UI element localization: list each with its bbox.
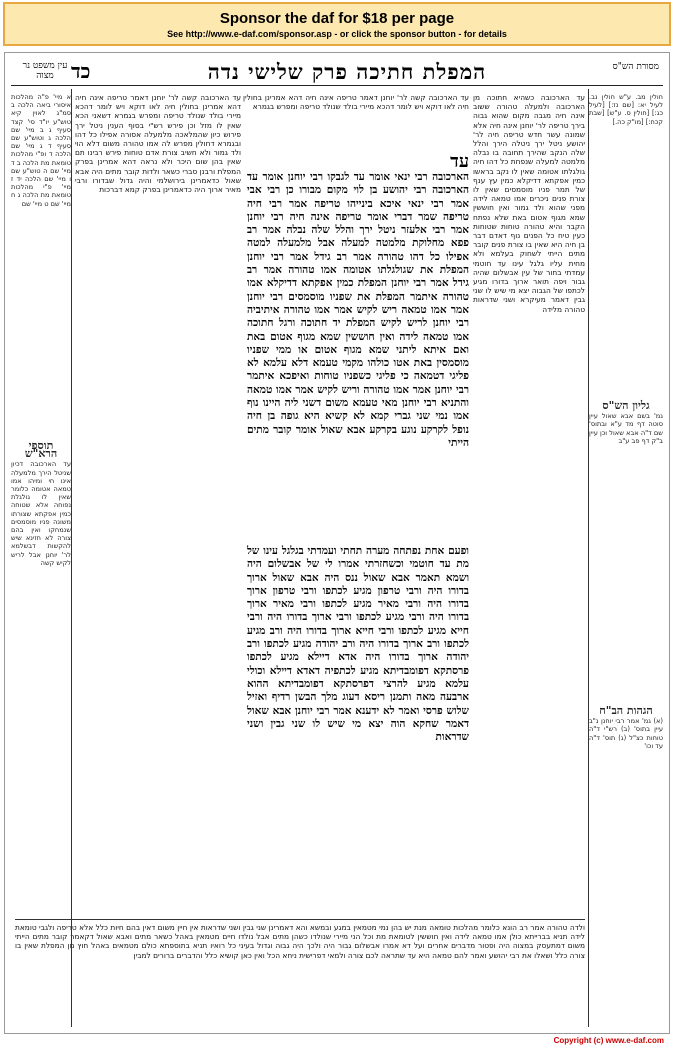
text-line: ארוך בדורו היה ורבי מגיע לכתפו ורבי — [247, 598, 469, 624]
text-line: שנמחקו — [40, 526, 71, 535]
gilyon-title: גליון הש"ס — [602, 399, 650, 412]
text-line: מפרש לה — [158, 139, 193, 149]
text-line: לקיש קשה — [40, 558, 71, 567]
text-line: והא דאמרינן שני גבין ושני שדראות אין חיין משום דאין בהם חיות כלל אלא טריפה — [54, 923, 308, 932]
text-line: טיח כל הפנים — [520, 231, 570, 241]
gemara-text — [247, 153, 469, 543]
text-line: יצא מי שיש לו — [482, 286, 530, 296]
text-line: שניטל הירך מלמעלה — [11, 468, 71, 477]
text-line: (ב) רש"י — [599, 725, 630, 734]
text-line: רבינו תם — [75, 148, 103, 158]
text-line: [חולין ס. — [621, 109, 650, 118]
text-line: ולא חשיב — [177, 148, 211, 158]
gemara-text-continued — [247, 545, 469, 915]
text-line: ויש לומר דהכא — [374, 102, 424, 112]
text-line: שצורתו משונה — [11, 509, 71, 526]
text-line: ח מיי' שם — [11, 191, 71, 208]
margin-divider-left — [71, 89, 72, 1027]
copyright-notice: Copyright (c) www.e-daf.com — [553, 1036, 664, 1045]
text-line: מחלוקת מלמטה למעלה אבל מלמעלה — [270, 237, 445, 250]
text-line: מד ע"א — [606, 420, 634, 429]
text-line: מלמטה למעלה שנפחת — [508, 157, 585, 167]
text-line: תחובה בו נבלה — [473, 148, 524, 158]
text-line: עד הארכובה דכיון — [11, 460, 71, 469]
text-line: הוי ולד גמור — [75, 139, 241, 158]
text-line: דברכות — [99, 185, 123, 195]
text-line: חולין נב. לעיל — [589, 93, 663, 110]
text-line: שמא מגוף אטום — [526, 212, 585, 222]
text-line: לכתפו פרסתקא דפומבדיתא מגיע לכתפיה — [247, 651, 469, 677]
text-line: (ג) תוס' — [599, 733, 627, 742]
text-line: דהא אמרינן — [93, 157, 137, 167]
text-line: ולמאי דפרישית ניחא הכל ואין כאן קושיא כלל והדברים ברורים למבין — [133, 950, 346, 960]
text-line: אבא שאול — [597, 412, 634, 421]
text-line: אפקתא דדיקלא — [513, 175, 569, 185]
text-line: יא: — [633, 101, 646, 110]
text-line: ולא מחית עליו — [473, 249, 585, 268]
text-line: ג מיי' שם הלכה — [11, 142, 71, 159]
gemara-lead-word: עד — [450, 153, 469, 172]
text-line: ז מיי' פ"י — [11, 175, 71, 192]
text-line: גמור ואין חוששין — [473, 203, 529, 213]
text-line: מיירי בולד — [205, 111, 241, 121]
text-line: תניא בתוספתא כולם מטמאים באהל חוץ מן המפלת שאין בו צורה כלל — [15, 941, 585, 960]
tosafot-commentary — [75, 93, 241, 913]
gilyon-hashas-box — [589, 398, 663, 698]
text-line: עד הארכובה קשה לר' יוחנן — [377, 93, 469, 102]
bottom-divider — [15, 919, 585, 920]
text-line: עיין — [589, 412, 598, 421]
text-line: שאול ננס היה אבא שאול ארוך בדורו היה — [247, 571, 469, 597]
gilyon-lines — [589, 412, 663, 445]
text-line: אבשלום שהיה — [473, 267, 519, 277]
text-line: דשאני הכא — [75, 111, 111, 121]
text-line: שאין בהן — [207, 157, 241, 167]
text-line: ויש לומר דהכא — [75, 102, 125, 112]
text-line: ובתוס' — [589, 420, 607, 429]
rosh-title: תוספי הרא"ש — [24, 439, 58, 461]
text-line: שאין לו גולגלת — [11, 493, 71, 502]
text-line: יצא מי שיש לו שני גבין ושני שדראות — [247, 717, 469, 744]
text-line: ע"ש] — [604, 109, 622, 118]
daf-number: כד — [71, 59, 91, 83]
text-line: בדורו היה ורבי מאיר מגיע לכתפו ורבי מאיר — [266, 598, 469, 611]
text-line: חוטמי עמדתי בחור — [473, 258, 585, 277]
ein-mishpat-heading: עין משפט נר מצוה — [22, 61, 68, 81]
text-line: ומפרש בגמרא — [252, 102, 298, 112]
sponsor-title[interactable]: Sponsor the daf for $18 per page — [219, 10, 455, 27]
talmud-page — [4, 52, 670, 1034]
text-line: מוסמסין באת אטו כולהו מקמי טעמא דלא — [286, 357, 469, 370]
text-line: טומאת מת הלכה ב — [14, 158, 71, 167]
text-line: הקבר והיא טהורה — [519, 221, 585, 231]
rosh-column — [11, 438, 71, 958]
text-line: פניו מוסמסים — [11, 517, 50, 526]
text-line: סוטה דף — [633, 420, 663, 429]
text-line: של עין — [518, 267, 543, 277]
text-line: וכן פירש רש"י — [143, 120, 196, 130]
text-line: צורת אדם — [142, 148, 178, 158]
text-line: מלמעלה אסורה — [117, 129, 172, 139]
text-line: כל דהו חיה — [473, 157, 509, 167]
text-line: כיון שהמלאכה — [171, 129, 221, 139]
text-line: אלא שמונה עשר חדש — [473, 120, 585, 139]
text-line: ב"ק דף — [639, 436, 663, 445]
text-line: אמו טמאה — [11, 476, 71, 494]
gemara-lines — [247, 171, 469, 450]
text-line: וכל הני מיירי שנולדו כשהן מתים אבל נולדו חיים מטמאין באהל כשאר מתים — [131, 932, 374, 942]
text-line: גמ' בשם — [633, 412, 663, 421]
text-line: שנולד טריפה — [160, 111, 206, 121]
text-line: מפני שהוא ולד — [528, 203, 585, 213]
ein-mishpat-column — [11, 93, 71, 433]
text-line: אבא שאול — [607, 428, 639, 437]
text-line: ד"ה עד — [589, 733, 663, 750]
text-line: רבי יוחנן אמר אמו טמאה ריש לקיש אמר — [247, 290, 469, 316]
text-line: כמין עץ ענף של תמר — [473, 175, 585, 195]
text-line: יד חתוכה ורגל חתוכה אמו טמאה לידה — [247, 317, 469, 343]
text-line: ורבי טרפון מגיע לכתפו ורבי טרפון ארוך — [247, 584, 422, 597]
sponsor-banner[interactable] — [3, 2, 671, 46]
text-line: ד"ה טוחות — [589, 725, 663, 742]
text-line: ואבא שאול דקאמר קובר מתים הייתי משום דמתעסק במצוה היה ופטור מדברים אחרים — [15, 932, 585, 951]
text-line: רבי יוחנן מאי טעמא משום דשני ליה היינו — [258, 397, 437, 410]
text-line: שום היכר — [172, 157, 208, 167]
text-line: פניו מוסמסים שאין — [479, 185, 550, 195]
text-line: רבי יוחנן אומר עד הארכובה רבי יהושע בן לוי — [247, 171, 469, 197]
text-line: אבל לריש — [11, 550, 41, 559]
hagahot-title: הגהות הב"ח — [599, 704, 653, 717]
text-line: שבדורו — [87, 175, 115, 185]
text-line: ופעם אחת נפתחה מערה תחתי ועמדתי — [303, 545, 469, 557]
mesorat-hashas-heading: מסורת הש"ס — [612, 62, 659, 72]
text-line: טהורה מלידה — [542, 304, 585, 314]
text-line: חיה לאו דוקא — [423, 102, 469, 112]
text-line: דבשלמא — [11, 542, 36, 551]
text-line: ג וטוש"ע שם — [11, 134, 51, 143]
text-line: ניטל ירך והלל שלה נבלה אמר רב פפא — [247, 224, 469, 250]
text-line: כדאמרינן — [160, 185, 192, 195]
text-line: לא חזינא — [21, 534, 54, 543]
text-line: טוחות פירש — [102, 148, 143, 158]
text-line: ד מיי' שם — [11, 158, 71, 175]
text-line: לשחוק בעלמא — [484, 249, 542, 259]
text-line: ארוך בדורו — [487, 277, 529, 287]
text-line: אפילו כל דהו — [75, 129, 118, 139]
text-line: אמו טמאה לידה — [473, 194, 527, 204]
text-line: בתוס' — [629, 725, 651, 734]
page-header — [11, 59, 663, 86]
text-line: אמו טהורה — [119, 139, 159, 149]
text-line: ולמעלה טהורה ששוב אינה חיה — [473, 102, 585, 121]
text-line: א מיי' פ"ה מהלכות — [11, 93, 71, 101]
rosh-lines — [11, 460, 71, 567]
text-line: היה אבא שאול — [75, 166, 241, 185]
text-line: אבא שאול אומר קובר מתים הייתי — [247, 423, 469, 449]
text-line: איסורי ביאה הלכה — [14, 101, 71, 110]
text-line: אטומה כלומר — [11, 485, 51, 494]
text-line: עד הארכובה כשהיא חתוכה מן הארכובה — [473, 93, 585, 112]
text-line: כצ"ל — [626, 733, 644, 742]
text-line: ד ופ"י מהלכות — [11, 150, 53, 159]
text-line: ולדה טהורה אמר רב הונא כלומר מהלכות טומאה מנת יש בהן נמי מטמאין במגע ובמשא — [307, 923, 585, 932]
text-line: ורבי מאיר — [75, 175, 241, 195]
text-line: גלגל עינו עד — [491, 258, 544, 268]
text-line: ורב יהודה ארוך בדורו היה אדא דיילא מגיע — [247, 638, 469, 664]
text-line: ולא נראה — [136, 157, 173, 167]
text-line: דפרסתקא דפומבדיתא — [268, 677, 374, 690]
text-line: דהא אמרינן בחולין — [243, 93, 303, 102]
text-line: שנולד טריפה — [297, 102, 341, 112]
text-line: ובגמרא דחולין — [192, 139, 241, 149]
text-line: לר' יוחנן — [40, 550, 71, 559]
text-line: ארוך היה — [191, 185, 223, 195]
text-line: שיש להקשות — [11, 534, 71, 551]
text-line: והיה גדול — [114, 175, 152, 185]
text-line: שני גבין — [473, 286, 585, 305]
text-line: סעיף ג — [43, 125, 71, 134]
text-line: ושני שדראות — [473, 295, 516, 305]
text-line: [מו"ק כה.] — [612, 117, 644, 126]
text-line: פב ע"ב — [618, 436, 640, 445]
text-line: שאין לו מזל — [195, 120, 241, 130]
text-line: רבי יוחנן — [598, 717, 625, 726]
hagahot-lines — [589, 717, 663, 750]
text-line: בירושלמי — [151, 175, 186, 185]
text-line: ו מיי' שם הלכה יד — [13, 175, 71, 184]
tosafot-upper-band — [243, 93, 469, 151]
text-line: איתא ליתני שמא מגוף אטום או ממי שפניו — [247, 343, 447, 356]
text-line: צורה — [53, 534, 71, 543]
text-line: הלכה ג — [15, 191, 39, 200]
text-line: וכו' — [644, 741, 654, 750]
text-line: שם ד"ה — [638, 428, 663, 437]
text-line: טוחות ואיפכא איתמר רבי יוחנן אמר אמו — [247, 370, 469, 396]
text-line: מהלכות טומאת מת — [11, 183, 71, 200]
text-line: מיירי בולד — [340, 102, 375, 112]
text-line: נ"ב עיין — [589, 717, 663, 734]
text-line: ושאלו את רבי יהושע ואמר להם טמאה היא עד שתראה לכם צורה — [345, 950, 553, 960]
text-line: אמר רבי יוחנן המפלת את שגולגלתו — [247, 250, 469, 277]
text-line: ב סמ"ג לאוין קיא — [11, 101, 71, 118]
text-line: אמרו לי של אבשלום היה ושמא תאמר אבא — [247, 558, 469, 584]
text-line: אינו חי ומיהו — [21, 476, 71, 485]
text-line: והלל שלה הנקב שהירך — [473, 139, 585, 158]
text-line: דאדא דיילא וכולי עלמא מגיע להרצי — [247, 664, 469, 690]
text-line: ורבנן סברי — [179, 166, 216, 176]
text-line: שלוש פרסי ואמר לא ידענא — [351, 704, 469, 717]
text-line: טריפה לר' יוחנן אינה חיה — [487, 120, 569, 130]
hagahot-box — [589, 703, 663, 923]
text-line: חולין מב. ע"ש — [614, 93, 663, 101]
text-line: חיה לאו דוקא — [124, 102, 176, 112]
text-line: דהא אמרינן בחולין — [175, 102, 241, 112]
text-line: כמין אפקתא — [31, 509, 71, 518]
text-line: טריפה חיה לר' יהושע — [473, 129, 585, 149]
text-line: ומפרש בגמרא — [110, 111, 161, 121]
text-line: טוש"ע יו"ד סי' קצד — [11, 117, 71, 126]
text-line: בפרק המפלת — [75, 157, 241, 176]
text-line: ורב ארוך בדורו היה ורב יהודה מגיע לכתפו — [259, 638, 440, 651]
text-line: ולגבי טומאת לידה תניא בברייתא כולן אמו טמאה לידה ואין חוששין לטומאת מת — [15, 923, 585, 942]
text-line: אטומה אמו טהורה אמר רב גידל אמר רבי — [247, 264, 469, 290]
text-line: סעיף ד — [42, 142, 71, 151]
text-line: דאמר טריפה אינה חיה — [75, 93, 149, 102]
mesorat-hashas-column — [589, 93, 663, 393]
text-line: נוף דאדם דבר — [473, 231, 521, 241]
text-line: באת שלא נפתח — [473, 212, 527, 222]
text-line: ניטל ירך ניטלה הירך — [488, 139, 563, 149]
text-line: אמו טהורה איתיביה רבי יוחנן לריש לקיש המפלת — [247, 303, 469, 330]
text-line: ט מיי' שם — [21, 199, 49, 208]
tosafot-lines — [75, 93, 241, 194]
text-line: מקום מבורו כן רבי אבי אמר רבי ינאי איכא — [247, 184, 469, 210]
text-line: משום דלא — [83, 139, 120, 149]
text-line: מגבה מקום שהוא גבוה בירך — [473, 111, 585, 130]
text-line: טהורה איתמר המפלת את שפניו מוסמסים — [283, 290, 469, 303]
text-line: ועל דא אמרו אבשלום גבור היה ולכך היה גבוה וגדול בעיני כל רואיו — [207, 941, 425, 951]
text-line: ההוא ארבעה מאה ותמנן ריסא — [247, 677, 469, 704]
text-line: דעוג מלך הבשן רדיף ואזיל — [247, 691, 360, 704]
text-line: [שבת קכח:] — [589, 109, 663, 126]
text-line: גולגלתו אטומה שאין לו — [508, 166, 585, 176]
text-line: יוחנן המפלת כמין אפקתא דדיקלא אמו — [247, 277, 409, 290]
text-line: בינייהו טריפה אמר רבי חיה טריפה שמר דברי אומר — [247, 197, 469, 223]
text-line: בו צורת פנים — [488, 240, 533, 250]
text-line: ה טוש"ע שם — [11, 166, 48, 175]
text-line: דאמר שחקא הוה — [383, 717, 469, 730]
text-line: כשאר ולדות — [139, 166, 180, 176]
bottom-commentary — [15, 923, 585, 1027]
text-line: דאמר טריפה אינה חיה — [302, 93, 378, 102]
text-line: שטוחה — [11, 501, 31, 510]
text-line: [שם נז:] — [604, 101, 634, 110]
text-line: הגבוה — [529, 286, 551, 296]
text-line: נפוחה אלא — [30, 501, 71, 510]
text-line: נקב בראשו כמין — [473, 166, 585, 185]
text-line: עד הארכובה קשה לר' יוחנן — [148, 93, 241, 102]
text-line: כדאמרינן — [185, 175, 220, 185]
text-line: ואין חוששין שמא מגוף אטום באת ואם — [247, 330, 469, 356]
rashi-commentary — [473, 93, 585, 913]
text-line: טריפה אינה חיה רבי יוחנן אמר רבי אלעזר — [247, 210, 469, 237]
text-line: ואין בהם — [11, 526, 41, 535]
text-line: לו צורת פנים ניכרים — [473, 185, 585, 204]
text-line: גבור ויפה תואר — [528, 277, 585, 287]
text-line: ורבי חייא ארוך בדורו היה ורב מגיע לכתפו — [247, 624, 469, 651]
text-line: נוף אמו נמי שני גברי קמא לא קשיא — [247, 397, 469, 423]
text-line: (א) גמ' אמר — [624, 717, 663, 726]
text-line: הארכובה רבי ינאי אומר עד לגבקו — [323, 171, 469, 183]
gemara-lines-2 — [247, 545, 469, 744]
text-line: קובר מתים — [102, 166, 140, 176]
margin-divider-right — [588, 89, 589, 1027]
text-line: עלמא לא פליגי דטמאה כי פליגי כשפניו — [247, 357, 469, 383]
text-line: וכן עיין — [589, 428, 608, 437]
sponsor-subtitle[interactable]: See http://www.e-daf.com/sponsor.asp - or click the sponsor button - for details — [167, 29, 507, 39]
text-line: [לעיל כג:] — [589, 101, 663, 118]
text-line: טהורה וריש לקיש אמר אמו טמאה והתניא — [247, 383, 469, 410]
text-line: ניטל ירך פירוש — [75, 120, 241, 139]
text-line: בן חיה היא שאין — [532, 240, 585, 250]
text-line: דאמר מעיקרא — [515, 295, 569, 305]
text-line: אמר רבי יוחנן אבא שאול — [247, 704, 352, 717]
text-line: מגיע לכתפו של — [473, 277, 585, 296]
text-line: בסוף הענין — [102, 120, 144, 130]
text-line: היא גופה בן חיה נופל לקרקע נוגע בקרקע — [247, 410, 469, 436]
text-line: למטה אפילו כל דהו טהורה אמר רב גידל — [247, 237, 469, 263]
chapter-title: המפלת חתיכה פרק שלישי נדה — [207, 59, 487, 84]
text-line: בגלגל עינו של מת עד חוטמי וכשחזרתי — [247, 545, 469, 571]
text-line: ב מיי' שם הלכה — [11, 125, 71, 143]
text-line: טוחות שטוחות כעין — [473, 221, 585, 241]
text-line: בפרק קמא — [122, 185, 161, 195]
text-line: קובר מתים הייתי — [473, 240, 585, 259]
text-line: ארוך בדורו היה ורבי חייא מגיע לכתפו — [247, 611, 469, 637]
